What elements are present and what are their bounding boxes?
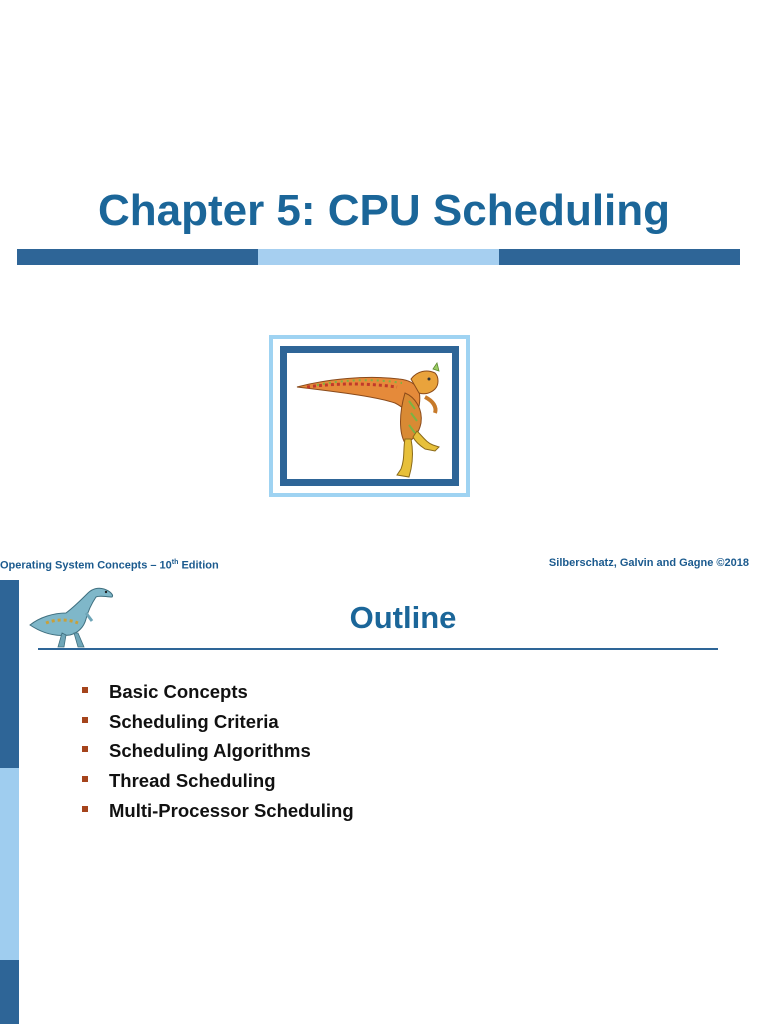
footer-authors: Silberschatz, Galvin and Gagne ©2018 xyxy=(548,557,749,569)
list-item-label: Thread Scheduling xyxy=(109,770,276,792)
slide-title: Chapter 5: CPU Scheduling xyxy=(97,186,671,235)
bullet-square-icon xyxy=(82,687,88,693)
sidebar-block-bottom xyxy=(0,960,19,1024)
bullet-square-icon xyxy=(82,776,88,782)
list-item xyxy=(80,681,354,711)
bullet-square-icon xyxy=(82,806,88,812)
title-bar-left xyxy=(17,249,258,265)
list-item-label: Scheduling Criteria xyxy=(109,710,279,732)
title-underline xyxy=(38,648,718,650)
footer-edition-word: Edition xyxy=(178,559,219,572)
footer-book-title xyxy=(0,559,219,572)
list-item xyxy=(80,800,354,830)
list-item xyxy=(80,740,354,770)
list-item-label: Basic Concepts xyxy=(109,681,248,702)
list-item xyxy=(80,770,354,800)
title-bar-right xyxy=(499,249,740,265)
dinosaur-picture-frame xyxy=(269,335,470,497)
outline-list xyxy=(80,681,354,829)
footer-edition-sup: th xyxy=(171,559,179,566)
bullet-square-icon xyxy=(82,746,88,752)
footer-book-title-text: Operating System Concepts – 10 xyxy=(0,559,172,572)
title-bar-middle xyxy=(258,249,499,265)
sidebar-block-middle xyxy=(0,768,19,960)
list-item-label: Scheduling Algorithms xyxy=(109,740,311,762)
outline-slide xyxy=(0,580,768,1024)
list-item xyxy=(80,711,354,741)
outline-title: Outline xyxy=(349,600,457,635)
list-item-label: Multi-Processor Scheduling xyxy=(109,799,354,821)
dinosaur-illustration xyxy=(287,353,460,487)
bullet-square-icon xyxy=(82,717,88,723)
